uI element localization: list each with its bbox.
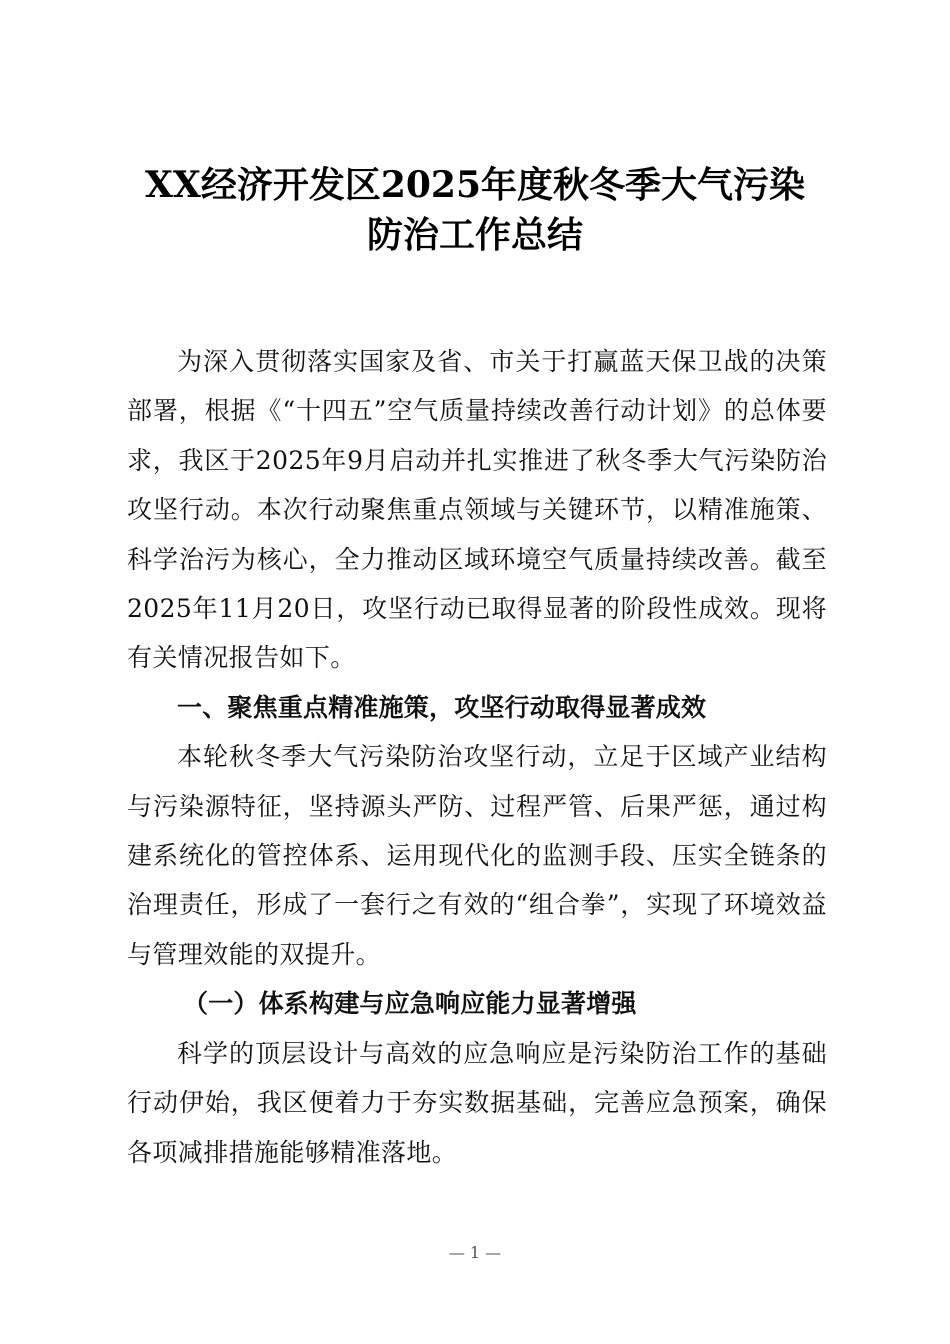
subsection-1-paragraph: 科学的顶层设计与高效的应急响应是污染防治工作的基础行动伊始，我区便着力于夯实数据基础，完善应急预案，确保各项减排措施能够精准落地。 [127,1038,827,1167]
intro-paragraph: 为深入贯彻落实国家及省、市关于打赢蓝天保卫战的决策部署，根据《“十四五”空气质量持续改善行动计划》的总体要求，我区于2025年9月启动并扎实推进了秋冬季大气污染防治攻坚行动。本次行动聚焦重点领域与关键环节，以精准施策、科学治污为核心，全力推动区域环境空气质量持续改善。截至2025年11月20日，攻坚行动已取得显著的阶段性成效。现将有关情况报告如下。 [127,347,827,673]
document-body [127,337,827,1177]
subsection-heading-1: （一）体系构建与应急响应能力显著增强 [183,989,637,1019]
section-1-paragraph: 本轮秋冬季大气污染防治攻坚行动，立足于区域产业结构与污染源特征，坚持源头严防、过程严管、后果严惩，通过构建系统化的管控体系、运用现代化的监测手段、压实全链条的治理责任，形成了一套行之有效的“组合拳”，实现了环境效益与管理效能的双提升。 [127,742,827,969]
document-title [100,160,850,260]
title-line-2: 防治工作总结 [366,214,583,256]
title-line-1: XX经济开发区2025年度秋冬季大气污染 [144,164,806,206]
page-number: — 1 — [448,1243,502,1262]
section-heading-1: 一、聚焦重点精准施策，攻坚行动取得显著成效 [177,692,707,722]
